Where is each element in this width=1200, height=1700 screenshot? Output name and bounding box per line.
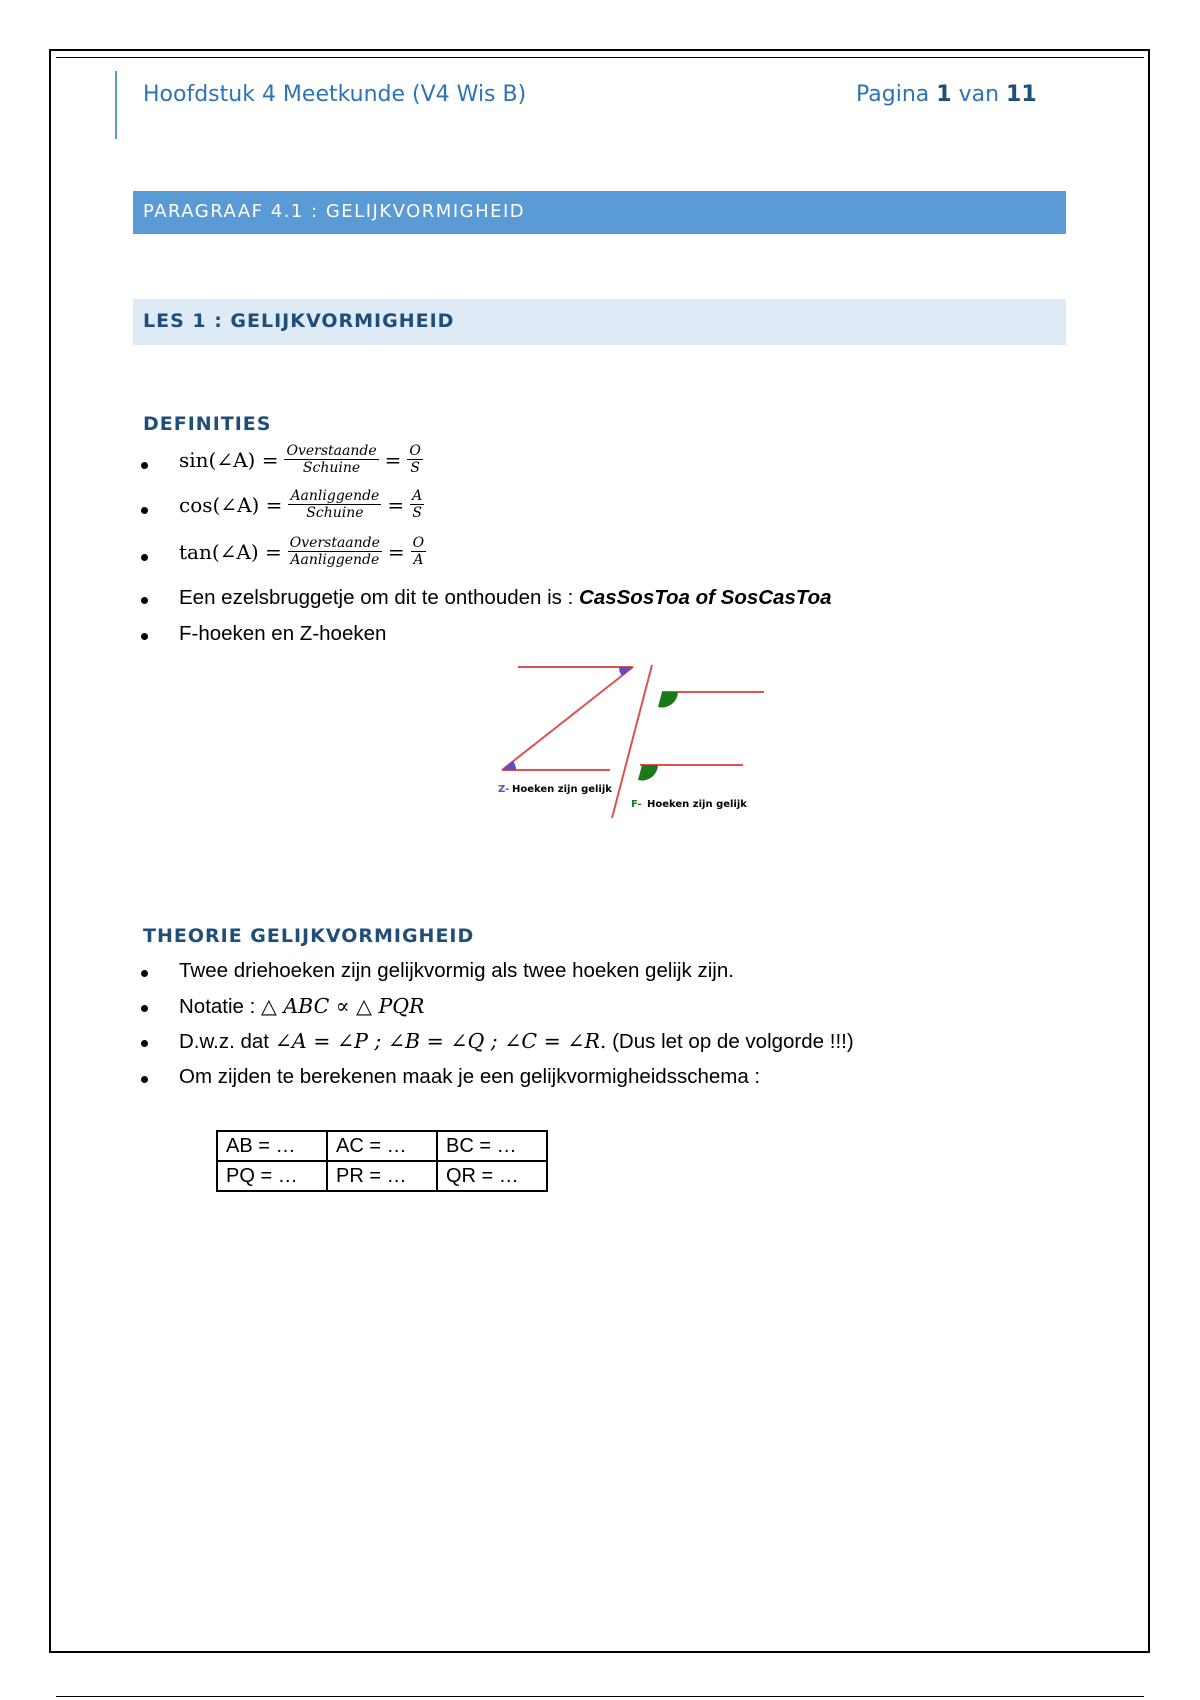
page-total: 11 — [1006, 82, 1037, 107]
notation-math: △ ABC ∝ △ PQR — [261, 994, 425, 1018]
lesson-title: LES 1 : GELIJKVORMIGHEID — [143, 310, 455, 332]
sin-short-numerator: O — [409, 443, 421, 459]
tan-eq: = — [387, 539, 405, 564]
sin-fraction — [284, 443, 378, 476]
bullet-dot — [141, 462, 148, 469]
cos-numerator: Aanliggende — [290, 488, 380, 504]
theory-line-2 — [179, 996, 425, 1017]
mnemonic-bold: CasSosToa of SosCasToa — [579, 586, 832, 609]
tan-short-denominator: A — [413, 552, 424, 568]
bullet-dot — [141, 1040, 148, 1047]
cos-formula — [179, 488, 424, 521]
cos-lhs: cos(∠A) = — [179, 492, 283, 517]
tan-numerator: Overstaande — [289, 535, 380, 551]
z-diagonal-line — [502, 667, 633, 770]
bullet-dot — [141, 1076, 148, 1083]
z-top-angle — [619, 667, 633, 676]
f-label: Hoeken zijn gelijk — [647, 799, 747, 810]
cos-fraction — [288, 488, 381, 521]
table-cell: PQ = … — [217, 1161, 327, 1191]
page-border — [49, 49, 1150, 1653]
z-shape — [502, 667, 633, 770]
page-of: van — [958, 82, 1000, 107]
page-bottom-rule — [56, 1696, 1144, 1697]
table-cell: AC = … — [327, 1131, 437, 1161]
z-label: Hoeken zijn gelijk — [512, 784, 612, 795]
theory-line-4: Om zijden te berekenen maak je een gelijkvormigheidsschema : — [179, 1065, 761, 1088]
meaning-math: ∠A = ∠P ; ∠B = ∠Q ; ∠C = ∠R. — [274, 1029, 607, 1053]
table-cell: PR = … — [327, 1161, 437, 1191]
tan-denominator: Aanliggende — [290, 552, 380, 568]
z-label-letter: Z- — [498, 784, 510, 795]
sin-numerator: Overstaande — [286, 443, 377, 459]
definitions-heading: DEFINITIES — [143, 413, 272, 435]
table-cell: AB = … — [217, 1131, 327, 1161]
notation-prefix: Notatie : — [179, 995, 262, 1018]
bullet-dot — [141, 554, 148, 561]
tan-lhs: tan(∠A) = — [179, 539, 282, 564]
tan-short-fraction — [411, 535, 426, 568]
tan-fraction — [288, 535, 382, 568]
cos-denominator: Schuine — [306, 505, 364, 521]
theory-heading: THEORIE GELIJKVORMIGHEID — [143, 925, 475, 947]
header-accent-bar — [115, 71, 117, 139]
paragraph-title: PARAGRAAF 4.1 : GELIJKVORMIGHEID — [143, 201, 526, 222]
bullet-dot — [141, 1005, 148, 1012]
cos-eq: = — [387, 492, 405, 517]
page-indicator — [856, 82, 1037, 107]
page-label: Pagina — [856, 82, 930, 107]
f-transversal-line — [612, 665, 652, 818]
bullet-dot — [141, 970, 148, 977]
table-cell: BC = … — [437, 1131, 547, 1161]
page-number: 1 — [936, 82, 952, 107]
table-row — [217, 1161, 547, 1191]
bullet-dot — [141, 507, 148, 514]
sin-lhs: sin(∠A) = — [179, 447, 279, 472]
f-top-angle — [658, 692, 678, 708]
bullet-dot — [141, 597, 148, 604]
mnemonic-prefix: Een ezelsbruggetje om dit te onthouden is : — [179, 586, 580, 609]
meaning-suffix: (Dus let op de volgorde !!!) — [606, 1030, 854, 1053]
bullet-dot — [141, 633, 148, 640]
tan-formula — [179, 535, 426, 568]
cos-short-numerator: A — [412, 488, 423, 504]
sin-short-denominator: S — [410, 460, 420, 476]
tan-short-numerator: O — [412, 535, 425, 551]
sin-short-fraction — [407, 443, 422, 476]
lesson-banner — [133, 299, 1066, 345]
theory-line-1: Twee driehoeken zijn gelijkvormig als twee hoeken gelijk zijn. — [179, 959, 734, 982]
table-row — [217, 1131, 547, 1161]
similarity-schema-table — [216, 1130, 548, 1192]
paragraph-banner — [133, 191, 1066, 234]
sin-formula — [179, 443, 423, 476]
mnemonic-text — [179, 588, 832, 608]
meaning-prefix: D.w.z. dat — [179, 1030, 275, 1053]
sin-eq: = — [384, 447, 402, 472]
angles-text: F-hoeken en Z-hoeken — [179, 622, 387, 645]
cos-short-denominator: S — [412, 505, 422, 521]
theory-line-3 — [179, 1031, 854, 1052]
f-middle-angle — [638, 765, 658, 781]
document-title: Hoofdstuk 4 Meetkunde (V4 Wis B) — [143, 82, 527, 107]
sin-denominator: Schuine — [302, 460, 361, 476]
z-f-angles-figure — [490, 655, 780, 835]
z-bottom-angle — [502, 761, 516, 770]
f-label-letter: F- — [631, 799, 642, 810]
f-shape — [612, 665, 764, 818]
cos-short-fraction — [410, 488, 424, 521]
table-cell: QR = … — [437, 1161, 547, 1191]
page-inner-rule — [56, 57, 1144, 58]
